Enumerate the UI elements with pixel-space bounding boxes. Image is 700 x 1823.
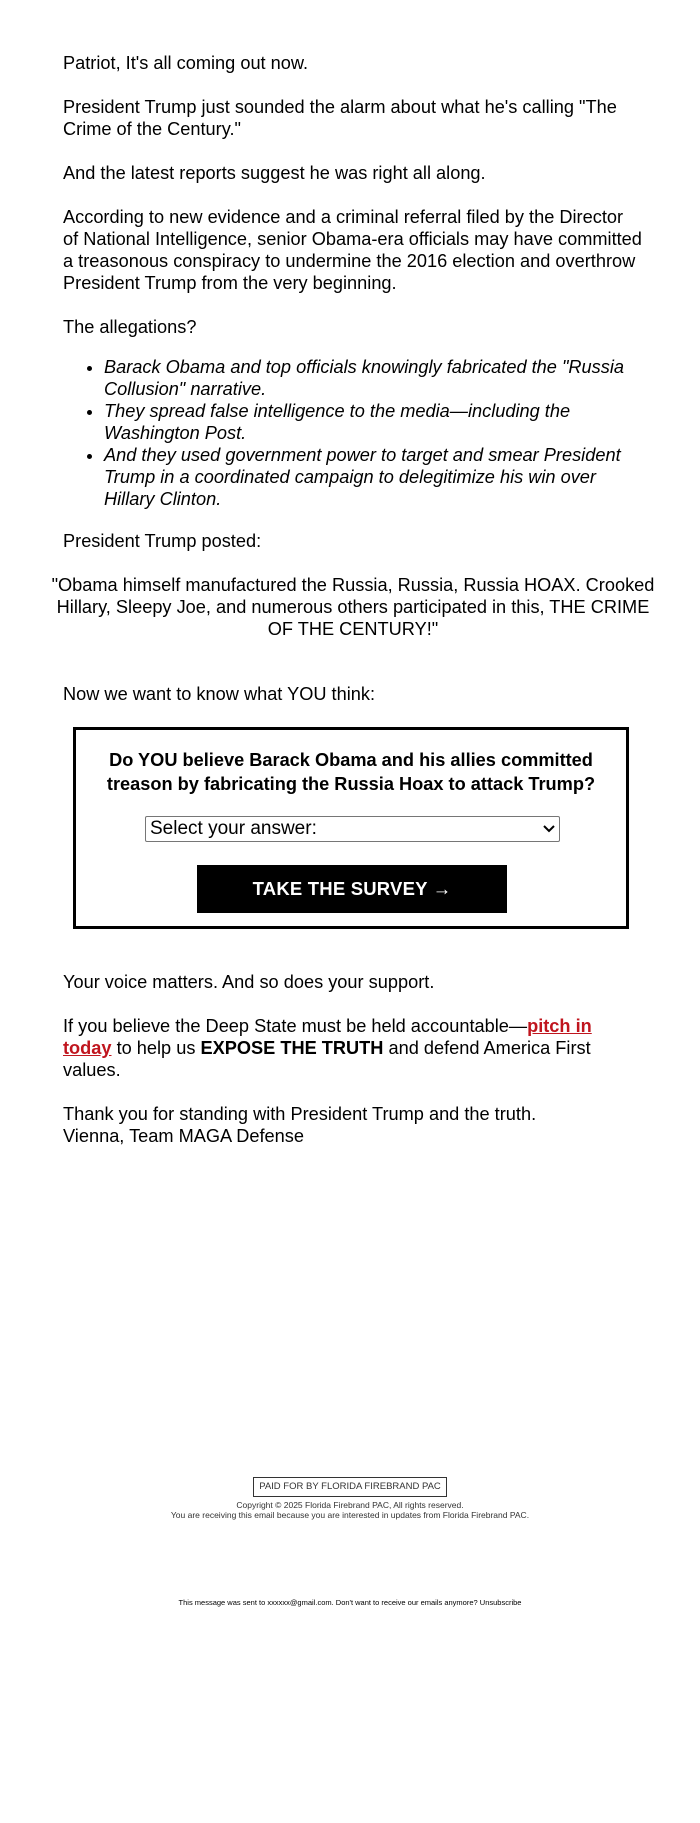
thanks-text: Thank you for standing with President Trump and the truth. <box>63 1104 537 1124</box>
allegation-item: • They spread false intelligence to the media—including the Washington Post. <box>104 400 643 444</box>
copyright-text: Copyright © 2025 Florida Firebrand PAC, All rights reserved. <box>236 1500 464 1510</box>
take-survey-button[interactable]: TAKE THE SURVEY → <box>197 865 507 913</box>
accountable-before-text: If you believe the Deep State must be held accountable— <box>63 1016 528 1036</box>
thanks-paragraph <box>63 1103 643 1147</box>
survey-question: Do YOU believe Barack Obama and his allies committed treason by fabricating the Russia Hoax to attack Trump? <box>106 750 596 794</box>
greeting-text: Patriot, It's all coming out now. <box>63 53 309 73</box>
pitch-in-link[interactable]: pitch in today <box>63 1016 592 1058</box>
right-all-along-paragraph: And the latest reports suggest he was right all along. <box>63 163 486 183</box>
interest-text: You are receiving this email because you are interested in updates from Florida Firebrand PAC. <box>170 1510 530 1520</box>
answer-select-value: Select your answer: <box>150 818 317 839</box>
allegation-item: • Barack Obama and top officials knowingly fabricated the "Russia Collusion" narrative. <box>104 356 643 400</box>
signature-text: Vienna, Team MAGA Defense <box>63 1126 304 1146</box>
chevron-down-icon <box>539 817 559 841</box>
answer-select[interactable] <box>145 816 560 842</box>
allegation-item: • And they used government power to target and smear President Trump in a coordinated campaign to delegitimize his win over Hillary Clinton. <box>104 444 643 510</box>
accountable-paragraph <box>63 1015 643 1081</box>
alarm-paragraph: President Trump just sounded the alarm about what he's calling "The Crime of the Century." <box>63 97 617 139</box>
footer <box>0 1476 700 1520</box>
accountable-after-text: and defend America First values. <box>63 1038 591 1080</box>
unsubscribe-note[interactable]: This message was sent to xxxxxx@gmail.com. Don't want to receive our emails anymore? Unsubscribe <box>178 1598 522 1607</box>
evidence-paragraph: According to new evidence and a criminal referral filed by the Director of National Intelligence, senior Obama-era officials may have committed a treasonous conspiracy to undermine the 2016 election and overthrow President Trump from the very beginning. <box>63 207 642 293</box>
expose-truth-text: EXPOSE THE TRUTH <box>200 1038 384 1058</box>
allegation-list <box>63 356 643 510</box>
posted-intro: President Trump posted: <box>63 531 262 551</box>
allegations-intro: The allegations? <box>63 317 197 337</box>
paid-for-disclaimer: PAID FOR BY FLORIDA FIREBRAND PAC <box>253 1477 447 1497</box>
think-prompt: Now we want to know what YOU think: <box>63 684 376 704</box>
trump-quote: "Obama himself manufactured the Russia, Russia, Russia HOAX. Crooked Hillary, Sleepy Joe, and numerous others participated in this, THE CRIME OF THE CENTURY!" <box>51 575 655 639</box>
survey-box <box>73 727 629 929</box>
voice-paragraph: Your voice matters. And so does your support. <box>63 972 435 992</box>
accountable-middle-text: to help us <box>111 1038 201 1058</box>
